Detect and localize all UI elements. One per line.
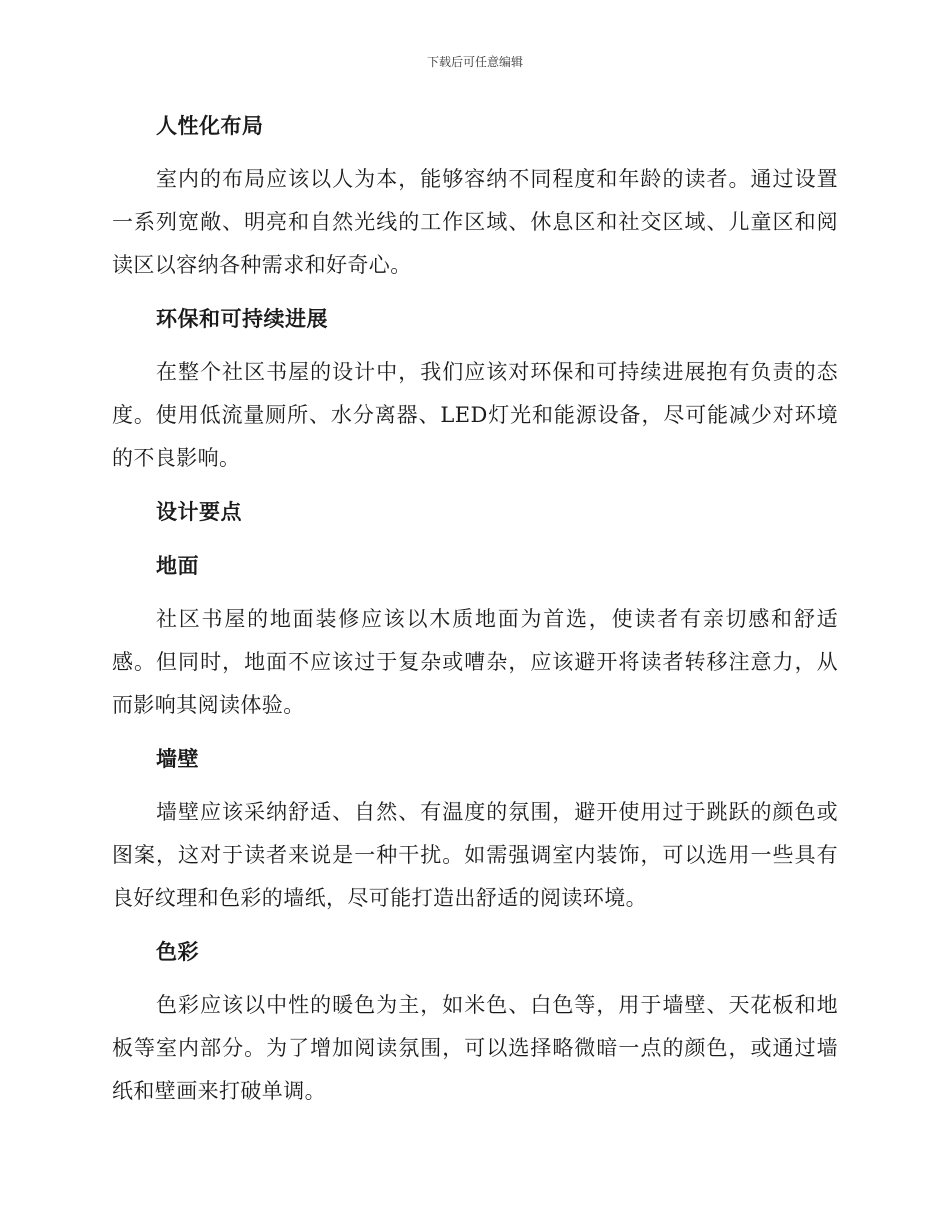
section-heading-humanized-layout: 人性化布局 bbox=[156, 113, 264, 138]
section-heading-color: 色彩 bbox=[156, 939, 199, 964]
section-heading-walls: 墙壁 bbox=[156, 746, 199, 771]
document-body bbox=[112, 104, 838, 1123]
section-paragraph-sustainability: 在整个社区书屋的设计中，我们应该对环保和可持续进展抱有负责的态度。使用低流量厕所、水分离器、LED灯光和能源设备，尽可能减少对环境的不良影响。 bbox=[112, 360, 838, 470]
section-paragraph-color: 色彩应该以中性的暖色为主，如米色、白色等，用于墙壁、天花板和地板等室内部分。为了增加阅读氛围，可以选择略微暗一点的颜色，或通过墙纸和壁画来打破单调。 bbox=[112, 993, 838, 1103]
section-heading-design-points: 设计要点 bbox=[156, 499, 242, 524]
section-paragraph-walls: 墙壁应该采纳舒适、自然、有温度的氛围，避开使用过于跳跃的颜色或图案，这对于读者来说是一种干扰。如需强调室内装饰，可以选用一些具有良好纹理和色彩的墙纸，尽可能打造出舒适的阅读环境。 bbox=[112, 800, 838, 910]
section-paragraph-humanized-layout: 室内的布局应该以人为本，能够容纳不同程度和年龄的读者。通过设置一系列宽敞、明亮和自然光线的工作区域、休息区和社交区域、儿童区和阅读区以容纳各种需求和好奇心。 bbox=[112, 167, 838, 277]
section-heading-sustainability: 环保和可持续进展 bbox=[156, 306, 328, 331]
section-heading-floor: 地面 bbox=[156, 553, 199, 578]
section-paragraph-floor: 社区书屋的地面装修应该以木质地面为首选，使读者有亲切感和舒适感。但同时，地面不应该过于复杂或嘈杂，应该避开将读者转移注意力，从而影响其阅读体验。 bbox=[112, 607, 838, 717]
page-header-note: 下载后可任意编辑 bbox=[426, 55, 523, 69]
